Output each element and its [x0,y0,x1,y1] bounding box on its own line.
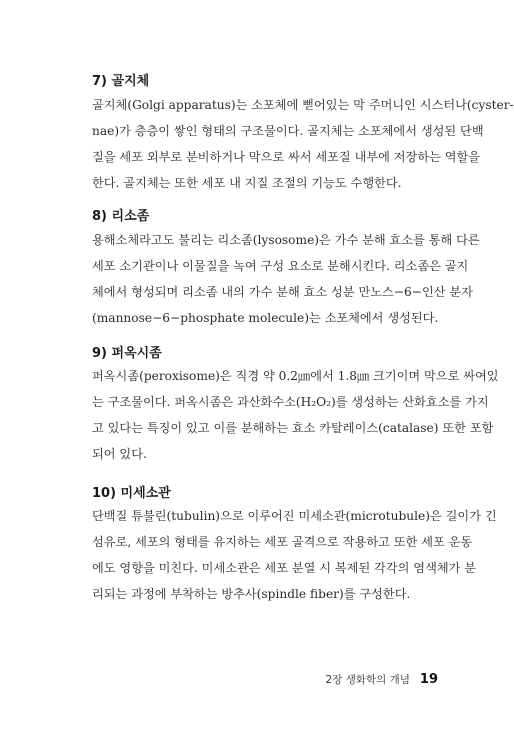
text-line: 한다. 골지체는 또한 세포 내 지질 조절의 기능도 수행한다. [92,176,402,190]
section-heading-lysosome: 8) 리소좀 [92,209,150,224]
paragraph-golgi [92,92,514,196]
text-line: 질을 세포 외부로 분비하거나 막으로 싸서 세포질 내부에 저장하는 역할을 [92,150,481,164]
paragraph-lysosome [92,227,480,331]
chapter-title: 2장 생화학의 개념 [325,674,410,686]
paragraph-peroxisome [92,363,499,467]
section-heading-microtubule: 10) 미세소관 [92,486,171,501]
text-line: 섬유로, 세포의 형태를 유지하는 세포 골격으로 작용하고 또한 세포 운동 [92,535,473,549]
text-line: 고 있다는 특징이 있고 이를 분해하는 효소 카탈레이스(catalase) 또한 포함 [92,421,494,435]
text-line: 리되는 과정에 부착하는 방추사(spindle fiber)를 구성한다. [92,587,411,601]
text-line: 용해소체라고도 불리는 리소좀(lysosome)은 가수 분해 효소를 통해 다른 [92,233,480,247]
text-line: nae)가 층층이 쌓인 형태의 구조물이다. 골지체는 소포체에서 생성된 단백 [92,124,484,138]
page-number: 19 [419,672,438,687]
section-heading-peroxisome: 9) 퍼옥시좀 [92,346,162,361]
text-line: (mannose−6−phosphate molecule)는 소포체에서 생성된다. [92,311,439,325]
text-line: 되어 있다. [92,447,147,461]
text-line: 는 구조물이다. 퍼옥시좀은 과산화수소(H₂O₂)를 생성하는 산화효소를 가지 [92,395,489,409]
text-line: 세포 소기관이나 이물질을 녹여 구성 요소로 분해시킨다. 리소좀은 골지 [92,259,469,273]
text-line: 에도 영향을 미친다. 미세소관은 세포 분열 시 복제된 각각의 염색체가 분 [92,561,477,575]
text-line: 퍼옥시좀(peroxisome)은 직경 약 0.2㎛에서 1.8㎛ 크기이며 막으로 싸여있 [92,369,499,383]
page-footer [326,672,438,687]
text-line: 체에서 형성되며 리소좀 내의 가수 분해 효소 성분 만노스−6−인산 분자 [92,285,473,299]
text-line: 단백질 튜불린(tubulin)으로 이루어진 미세소관(microtubule)은 길이가 긴 [92,509,497,523]
text-line: 골지체(Golgi apparatus)는 소포체에 뻗어있는 막 주머니인 시스터나(cyster- [92,98,514,112]
section-heading-golgi: 7) 골지체 [92,74,150,89]
paragraph-microtubule [92,503,497,607]
